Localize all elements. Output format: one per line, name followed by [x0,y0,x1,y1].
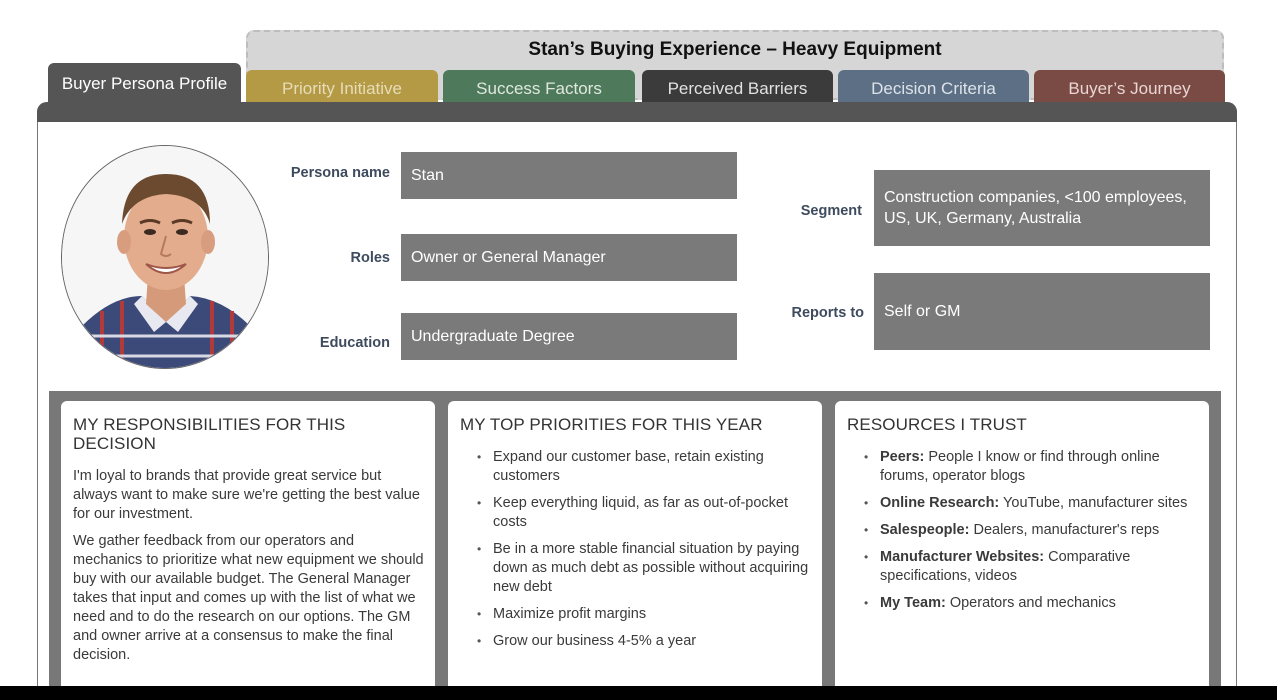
resources-heading: RESOURCES I TRUST [847,415,1027,434]
reports-to-field[interactable]: Self or GM [874,273,1210,350]
segment-label: Segment [800,203,862,219]
bottom-border-bar [0,686,1277,700]
resource-key: Peers: [880,449,925,465]
responsibilities-heading: MY RESPONSIBILITIES FOR THIS DECISION [73,415,346,453]
tab-priority-initiative[interactable]: Priority Initiative [246,70,438,102]
list-item: • Expand our customer base, retain existing customers [493,448,811,486]
list-item [880,448,1198,486]
persona-portrait-icon [62,146,269,369]
resource-text: Dealers, manufacturer's reps [973,522,1160,538]
list-item [880,494,1198,513]
resource-text: YouTube, manufacturer sites [1003,495,1188,511]
segment-field[interactable]: Construction companies, <100 employees, US, UK, Germany, Australia [874,170,1210,246]
resources-card [835,401,1209,700]
list-item: • Maximize profit margins [493,605,811,624]
responsibilities-paragraph: I'm loyal to brands that provide great service but always want to make sure we're getting the best value for our investment. [73,468,420,522]
resource-text: Comparative specifications, videos [880,549,1131,584]
resource-key: My Team: [880,595,946,611]
tab-success-factors[interactable]: Success Factors [443,70,635,102]
education-label: Education [319,335,390,351]
resources-list [864,448,1198,613]
roles-field[interactable]: Owner or General Manager [401,234,737,281]
buying-experience-title: Stan’s Buying Experience – Heavy Equipment [528,39,942,60]
persona-card-header-bar [37,102,1237,122]
priorities-heading: MY TOP PRIORITIES FOR THIS YEAR [460,415,763,434]
tab-perceived-barriers[interactable]: Perceived Barriers [642,70,833,102]
list-item [880,521,1198,540]
education-field[interactable]: Undergraduate Degree [401,313,737,360]
resource-key: Manufacturer Websites: [880,549,1045,565]
reports-to-label: Reports to [791,305,864,321]
list-item: • Grow our business 4-5% a year [493,632,811,651]
list-item: • Be in a more stable financial situation by paying down as much debt as possible without acquiring new debt [493,540,811,597]
persona-avatar [61,145,269,369]
resource-key: Online Research: [880,495,1000,511]
responsibilities-card [61,401,435,700]
tab-buyer-persona-profile[interactable]: Buyer Persona Profile [48,63,241,104]
priorities-list [477,448,811,651]
persona-name-field[interactable]: Stan [401,152,737,199]
resource-text: People I know or find through online forums, operator blogs [880,449,1160,484]
persona-name-label: Persona name [290,165,390,181]
list-item: • Keep everything liquid, as far as out-of-pocket costs [493,494,811,532]
list-item [880,548,1198,586]
priorities-card [448,401,822,700]
responsibilities-paragraph: We gather feedback from our operators and mechanics to prioritize what new equipment we should buy with our available budget. The General Manager takes that input and comes up with the list of what we need and to do the research on our options. The GM and owner arrive at a consensus to make the final decision. [73,533,424,663]
resource-text: Operators and mechanics [949,595,1116,611]
tab-decision-criteria[interactable]: Decision Criteria [838,70,1029,102]
roles-label: Roles [350,250,390,266]
tab-buyers-journey[interactable]: Buyer’s Journey [1034,70,1225,102]
list-item [880,594,1198,613]
resource-key: Salespeople: [880,522,970,538]
